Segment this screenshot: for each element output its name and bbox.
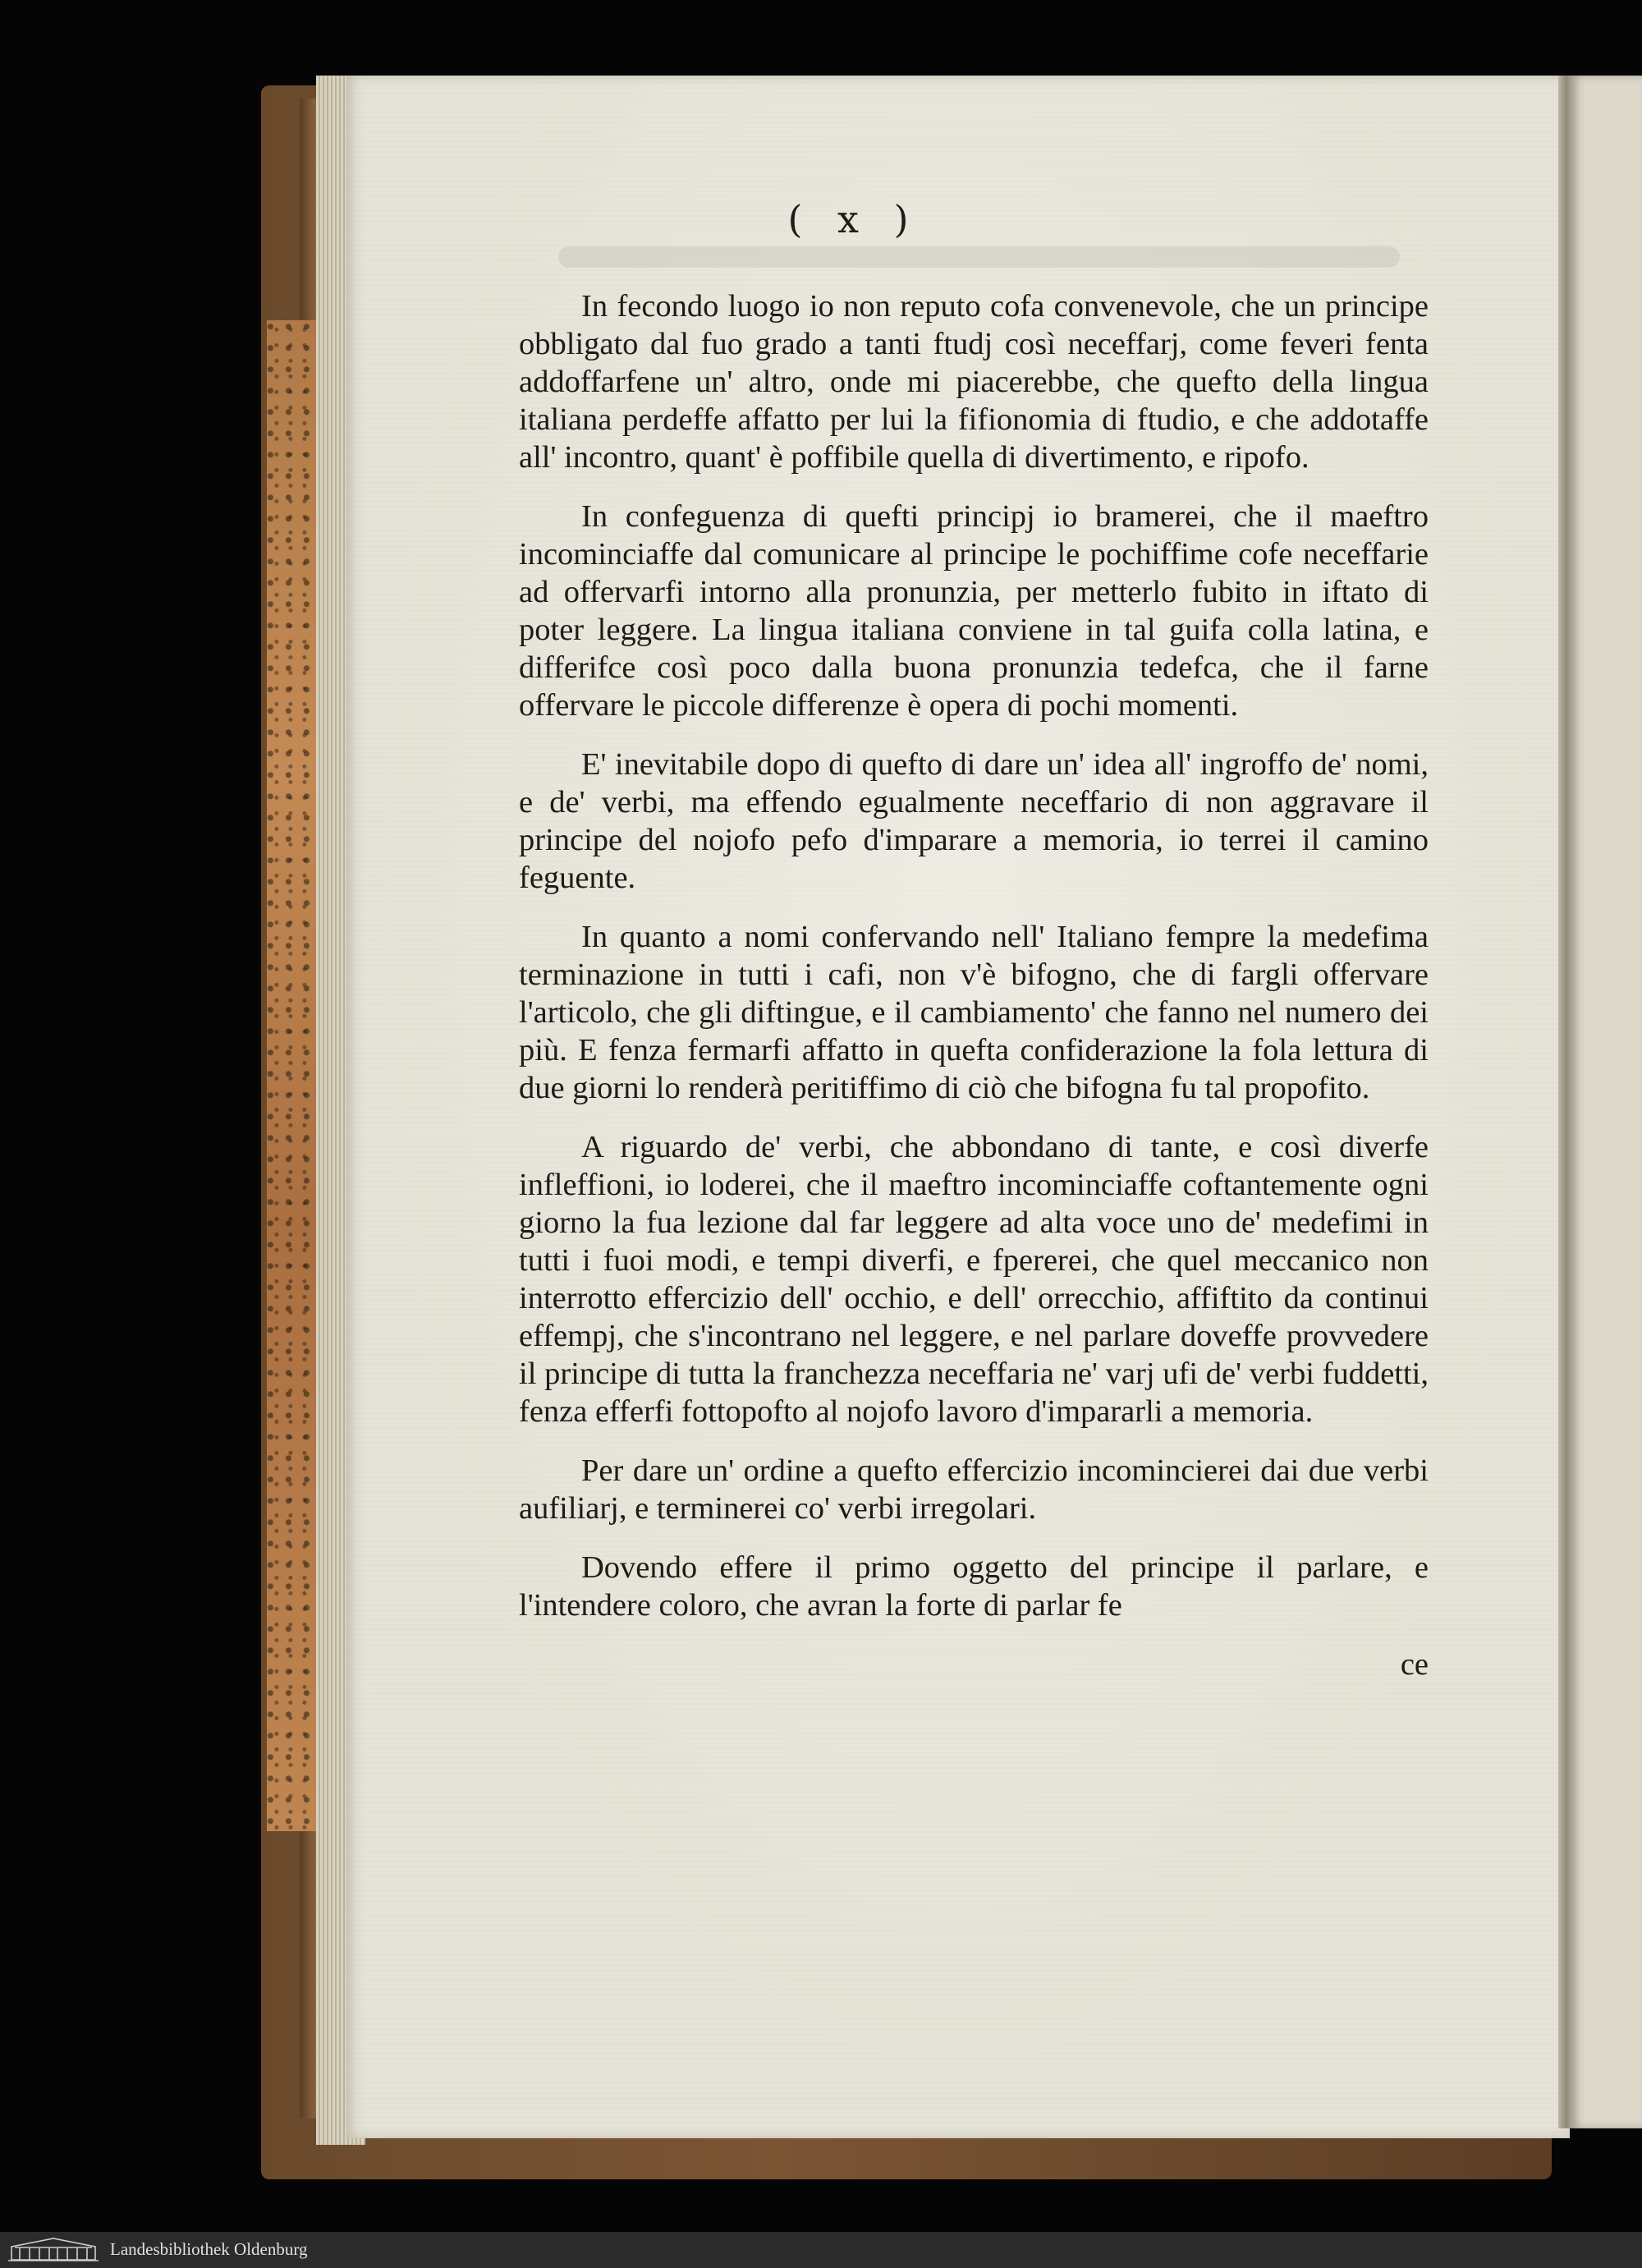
footer-bar	[0, 2232, 1642, 2268]
body-text	[519, 287, 1429, 1683]
header-rule	[558, 246, 1400, 268]
paragraph-4: In quanto a nomi confervando nell' Italiano fempre la medefima terminazione in tutti i cafi, non v'è bifogno, che di fargli offervare l'articolo, che gli diftingue, e il cambiamento' che fanno nel numero dei più. E fenza fermarfi affatto in quefta confiderazione la fola lettura di due giorni lo renderà peritiffimo di ciò che bifogna fu tal propofito.	[519, 920, 1429, 1105]
library-logo-icon	[7, 2235, 100, 2263]
paragraph-3: E' inevitabile dopo di quefto di dare un' idea all' ingroffo de' nomi, e de' verbi, ma effendo egualmente neceffario di non aggravare il principe del nojofo pefo d'imparare a memoria, io terrei il camino feguente.	[519, 747, 1429, 895]
paragraph-6: Per dare un' ordine a quefto effercizio incomincierei dai due verbi aufiliarj, e terminerei co' verbi irregolari.	[519, 1453, 1429, 1526]
paragraph-2: In confeguenza di quefti principj io bramerei, che il maeftro incominciaffe dal comunicare al principe le pochiffime cofe neceffarie ad offervarfi intorno alla pronunzia, per metterlo fubito in iftato di poter leggere. La lingua italiana conviene in tal guifa colla latina, e differifce così poco dalla buona pronunzia tedefca, che il farne offervare le piccole differenze è opera di pochi momenti.	[519, 499, 1429, 723]
library-name: Landesbibliothek Oldenburg	[110, 2239, 308, 2259]
page-number: ( x )	[787, 197, 920, 241]
catchword: ce	[1400, 1647, 1429, 1682]
gutter-shadow	[1558, 76, 1571, 2128]
paragraph-1: In fecondo luogo io non reputo cofa convenevole, che un principe obbligato dal fuo grado a tanti ftudj così neceffarj, come feveri fenta addoffarfene un' altro, onde mi piacerebbe, che quefto della lingua italiana perdeffe affatto per lui la fifionomia di ftudio, e che addotaffe all' incontro, quant' è poffibile quella di divertimento, e ripofo.	[519, 289, 1429, 475]
paragraph-7: Dovendo effere il primo oggetto del principe il parlare, e l'intendere coloro, che avran la forte di parlar fe	[519, 1550, 1429, 1623]
facing-page-edge	[1570, 76, 1642, 2128]
paragraph-5: A riguardo de' verbi, che abbondano di tante, e così diverfe infleffioni, io loderei, che il maeftro incominciaffe coftantemente ogni giorno la fua lezione dal far leggere ad alta voce uno de' medefimi in tutti i fuoi modi, e tempi diverfi, e fpererei, che quel meccanico non interrotto effercizio dell' occhio, e dell' orrecchio, affiftito da continui effempj, che s'incontrano nel leggere, e nel parlare doveffe provvedere il principe di tutta la franchezza neceffaria ne' varj ufi de' verbi fuddetti, fenza efferfi fottopofto al nojofo lavoro d'impararli a memoria.	[519, 1130, 1429, 1429]
